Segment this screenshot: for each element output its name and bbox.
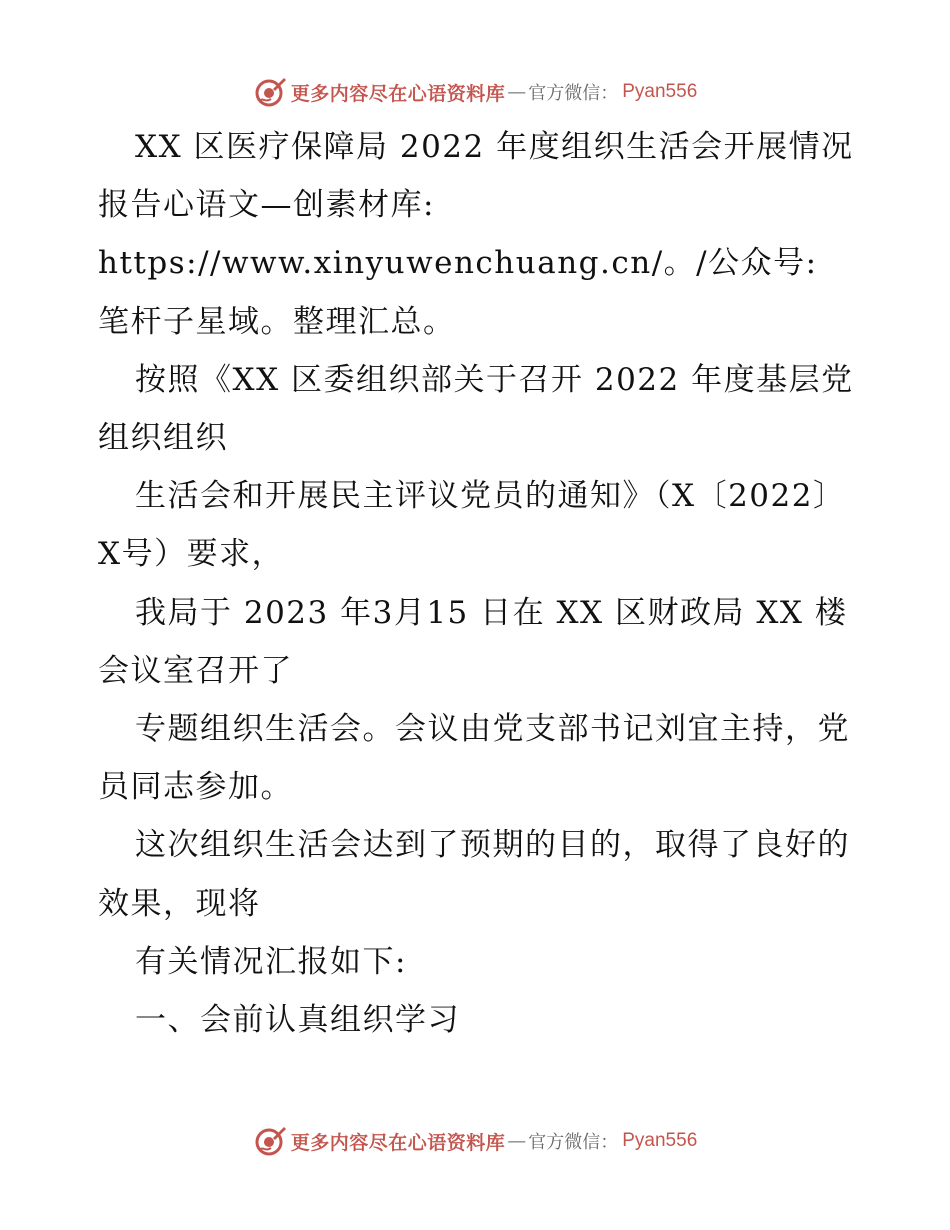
header-wechat-label: 官方微信： [528,83,619,104]
body-paragraph: 按照《XX 区委组织部关于召开 2022 年度基层党组织组织 [98,361,854,457]
body-paragraph: 专题组织生活会。会议由党支部书记刘宜主持，党员同志参加。 [98,711,850,806]
footer-watermark-banner [0,1121,950,1161]
footer-wechat-id: Pyan556 [622,1130,698,1151]
footer-wechat-label: 官方微信： [528,1132,619,1153]
body-paragraph: 有关情况汇报如下: [135,943,407,980]
footer-banner-text: 更多内容尽在心语资料库 [290,1131,506,1154]
pen-logo-icon [253,1124,287,1158]
header-banner-separator: — [507,81,527,103]
body-paragraph: 这次组织生活会达到了预期的目的，取得了良好的效果，现将 [98,827,850,922]
pen-logo-icon [253,75,287,109]
footer-banner-separator: — [507,1130,527,1152]
title-paragraph: XX 区医疗保障局 2022 年度组织生活会开展情况报告心语文—创素材库: https://www.xinyuwenchuang.cn/。/公众号: 笔杆子星域。整理汇总。 [98,129,854,340]
header-banner-text: 更多内容尽在心语资料库 [290,82,506,105]
body-paragraph: 生活会和开展民主评议党员的通知》（X〔2022〕X号）要求， [98,478,846,573]
header-wechat-id: Pyan556 [622,81,698,102]
header-watermark-banner [0,72,950,112]
body-paragraph: 我局于 2023 年3月15 日在 XX 区财政局 XX 楼会议室召开了 [98,594,848,689]
section-heading: 一、会前认真组织学习 [135,1002,460,1039]
document-body [98,118,858,1049]
